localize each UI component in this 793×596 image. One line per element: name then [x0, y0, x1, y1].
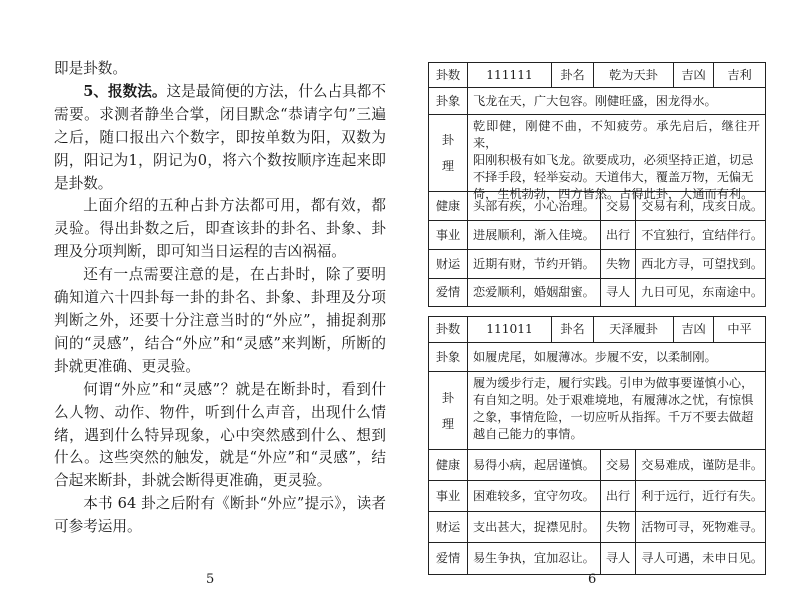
detail-row-health: 健康 头部有疾，小心治理。 交易 交易有利，戌亥日成。 [429, 191, 765, 220]
label-gua-ming: 卦名 [551, 63, 593, 87]
paragraph-3: 上面介绍的五种占卦方法都可用，都有效，都灵验。得出卦数之后，即查该卦的卦名、卦象、卦理及分项判断，即可知当日运程的吉凶祸福。 [54, 197, 386, 261]
label-gua-li: 卦 理 [441, 390, 455, 431]
detail-row-career: 事业 困难较多，宜守勿攻。 出行 利于远行，近行有失。 [429, 480, 765, 511]
detail-row-wealth: 财运 近期有财，节约开销。 失物 西北方寻，可望找到。 [429, 249, 765, 278]
gua-li-text: 乾即健，刚健不曲，不知疲劳。承先启后，继往开来， 阳刚积极有如飞龙。欲要成功，必须坚持正道，切忌 不择手段，轻举妄动。天道伟大，覆盖万物，无偏无 倚，生机勃勃，四方皆然。占得此卦，大通而有利。 [467, 115, 765, 191]
method-5-heading: 5、报数法。 [83, 82, 167, 100]
hexagram-table-qian [428, 62, 766, 307]
fortune-value: 吉利 [713, 63, 765, 87]
paragraph-4: 还有一点需要注意的是，在占卦时，除了要明确知道六十四卦每一卦的卦名、卦象、卦理及分项判断之外，还要十分注意当时的“外应”，捕捉刹那间的“灵感”，结合“外应”和“灵感”来判断，所断的卦就更准确、更灵验。 [54, 266, 386, 375]
label-gua-shu: 卦数 [435, 322, 461, 336]
label-gua-li: 卦 理 [441, 133, 455, 173]
hexagram-number: 111111 [467, 63, 551, 87]
gua-xiang-row [429, 342, 765, 371]
gua-li-row [429, 371, 765, 449]
page-number-right: 6 [588, 572, 597, 587]
gua-li-text: 履为缓步行走，履行实践。引申为做事要谨慎小心， 有自知之明。处于艰难境地，有履薄冰之忧，有惊惧 之象，事情危险，一切应听从指挥。千万不要去做超 越自己能力的事情。 [467, 372, 765, 449]
hexagram-table-lv [428, 316, 766, 575]
header-row [429, 63, 765, 87]
gua-xiang-text: 飞龙在天，广大包容。刚健旺盛，困龙得水。 [467, 88, 765, 114]
paragraph-1: 即是卦数。 [54, 60, 127, 77]
label-gua-xiang: 卦象 [435, 93, 461, 108]
gua-li-row [429, 114, 765, 201]
detail-row-health: 健康 易得小病，起居谨慎。 交易 交易难成，谨防是非。 [429, 449, 765, 480]
detail-row-wealth: 财运 支出甚大，捉襟见肘。 失物 活物可寻，死物难寻。 [429, 511, 765, 542]
page-number-left: 5 [206, 572, 215, 587]
gua-xiang-row [429, 87, 765, 114]
left-page-text [54, 58, 386, 539]
hexagram-number: 111011 [467, 317, 551, 342]
detail-row-love: 爱情 易生争执，宜加忍让。 寻人 寻人可遇，未申日见。 [429, 542, 765, 574]
fortune-value: 中平 [713, 317, 765, 342]
detail-row-love: 爱情 恋爱顺利，婚姻甜蜜。 寻人 九日可见，东南途中。 [429, 278, 765, 306]
detail-row-career: 事业 进展顺利，渐入佳境。 出行 不宜独行，宜结伴行。 [429, 220, 765, 249]
label-gua-xiang: 卦象 [435, 349, 461, 364]
paragraph-2: 5、报数法。这是最简便的方法，什么占具都不需要。求测者静坐合掌，闭目默念“恭请字句”三遍之后，随口报出六个数字，即按单数为阳，双数为阴，阳记为1，阴记为0，将六个数按顺序连起来即是卦数。 [54, 82, 386, 192]
hexagram-name: 天泽履卦 [593, 317, 673, 342]
header-row [429, 317, 765, 342]
gua-xiang-text: 如履虎尾，如履薄冰。步履不安，以柔制刚。 [467, 343, 765, 371]
paragraph-5: 何谓“外应”和“灵感”？就是在断卦时，看到什么人物、动作、物件，听到什么声音，出现什么情绪，遇到什么特异现象，心中突然感到什么、想到什么。这些突然的触发，就是“外应”和“灵感”，结合起来断卦，卦就会断得更准确，更灵验。 [54, 380, 386, 490]
label-gua-shu: 卦数 [435, 67, 461, 82]
label-gua-ming: 卦名 [551, 317, 593, 342]
label-ji-xiong: 吉凶 [673, 63, 713, 87]
label-ji-xiong: 吉凶 [673, 317, 713, 342]
paragraph-6: 本书 64 卦之后附有《断卦“外应”提示》，读者可参考运用。 [54, 495, 386, 536]
hexagram-name: 乾为天卦 [593, 63, 673, 87]
